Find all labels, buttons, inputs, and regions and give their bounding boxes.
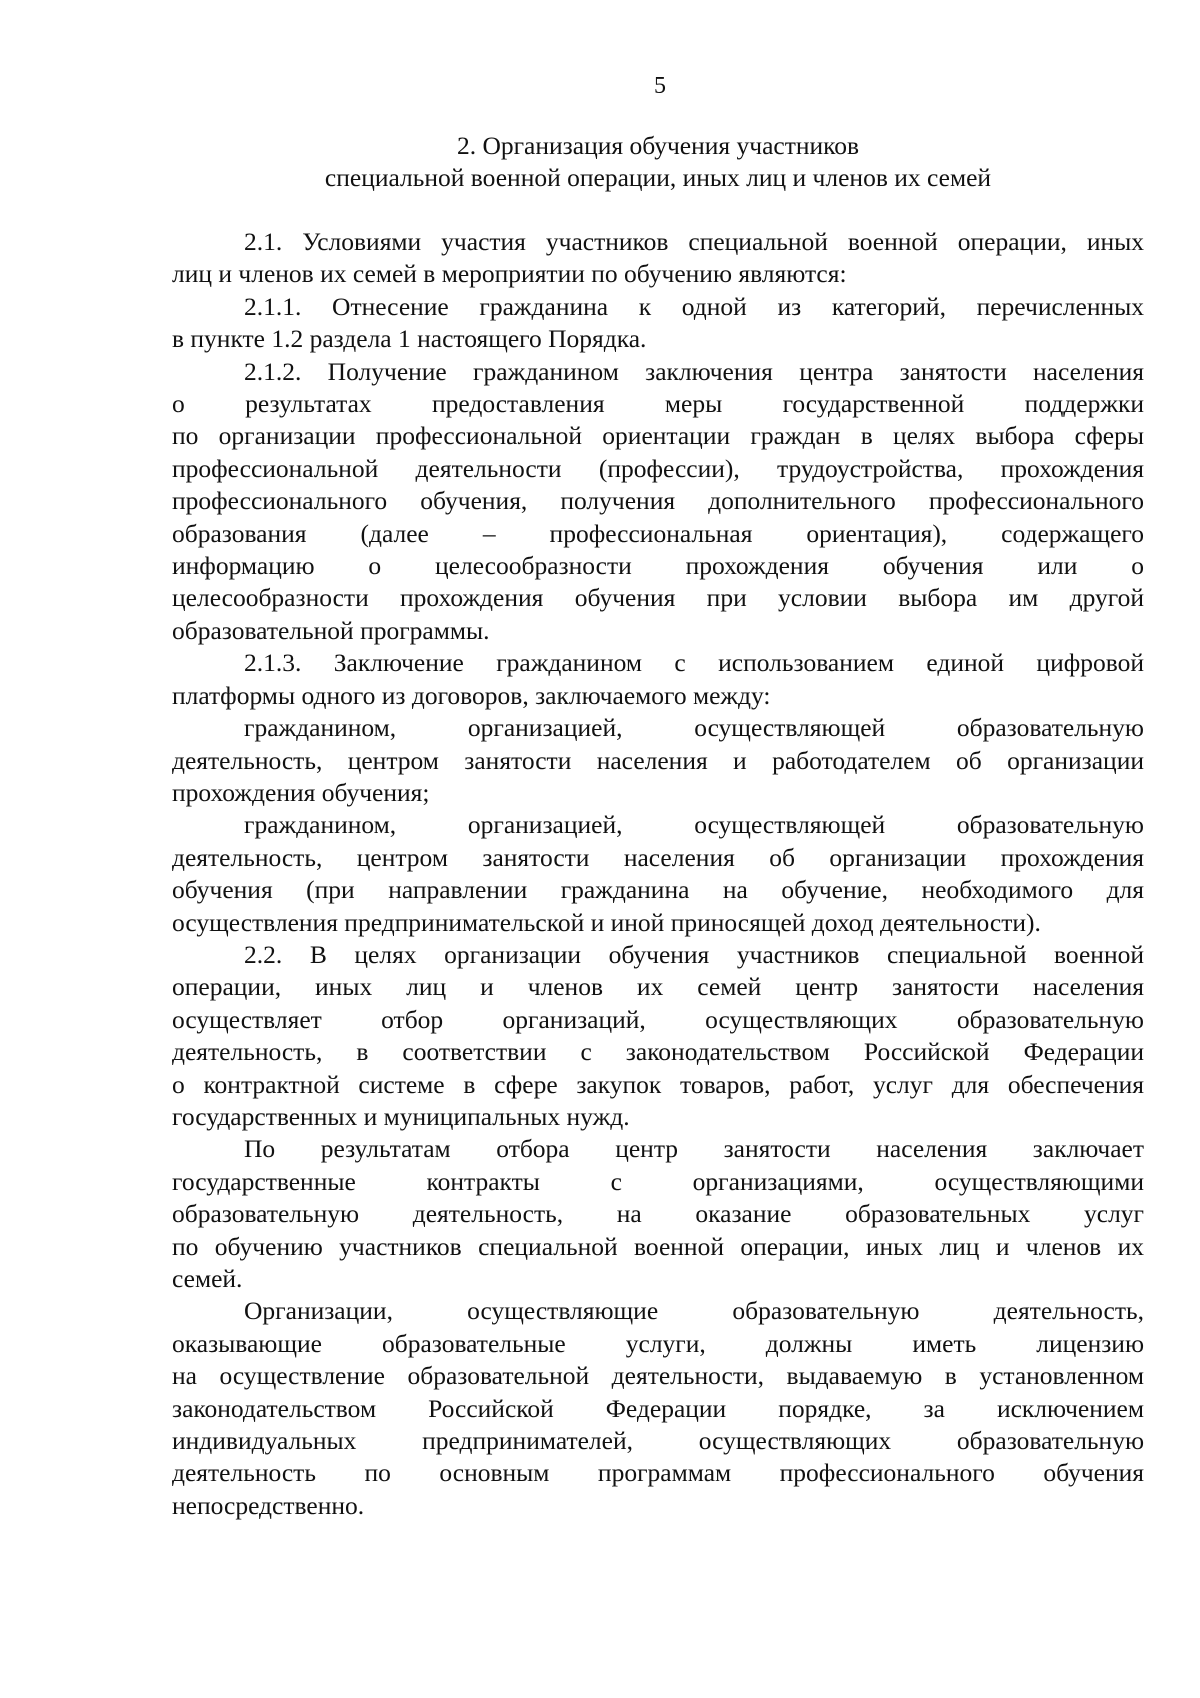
paragraph-line: непосредственно. <box>172 1490 365 1520</box>
paragraph-line: платформы одного из договоров, заключаемого между: <box>172 680 771 710</box>
paragraph-line: индивидуальных предпринимателей, осуществляющих образовательную <box>172 1426 1144 1456</box>
paragraph-line: в пункте 1.2 раздела 1 настоящего Порядка. <box>172 324 647 354</box>
paragraph <box>172 809 1144 939</box>
page-number: 5 <box>654 73 666 99</box>
paragraph-line: о контрактной системе в сфере закупок товаров, работ, услуг для обеспечения <box>172 1069 1144 1099</box>
paragraph-line: образования (далее – профессиональная ориентация), содержащего <box>172 518 1144 548</box>
paragraph-line: 2.1.2. Получение гражданином заключения центра занятости населения <box>244 356 1144 386</box>
paragraph-line: осуществления предпринимательской и иной приносящей доход деятельности). <box>172 907 1041 937</box>
paragraph <box>172 1133 1144 1295</box>
paragraph-line: на осуществление образовательной деятельности, выдаваемую в установленном <box>172 1361 1144 1391</box>
paragraph-line: образовательной программы. <box>172 615 490 645</box>
paragraph-line: семей. <box>172 1264 243 1293</box>
paragraph <box>172 712 1144 809</box>
section-heading <box>172 130 1144 194</box>
paragraph <box>172 1295 1144 1522</box>
paragraph-line: образовательную деятельность, на оказание образовательных услуг <box>172 1199 1144 1229</box>
paragraph-line: государственные контракты с организациями, осуществляющими <box>172 1166 1144 1196</box>
paragraph-line: деятельность, центром занятости населения об организации прохождения <box>172 842 1144 872</box>
paragraph-line: по организации профессиональной ориентации граждан в целях выбора сферы <box>172 421 1144 451</box>
paragraph-line: лиц и членов их семей в мероприятии по обучению являются: <box>172 259 847 289</box>
paragraph-line: деятельность по основным программам профессионального обучения <box>172 1458 1144 1488</box>
paragraph-line: деятельность, в соответствии с законодательством Российской Федерации <box>172 1037 1144 1067</box>
section-heading-line-2: специальной военной операции, иных лиц и членов их семей <box>324 163 992 192</box>
paragraph <box>172 226 1144 291</box>
paragraph-line: гражданином, организацией, осуществляющей образовательную <box>244 810 1144 840</box>
paragraph <box>172 939 1144 1133</box>
paragraph-line: гражданином, организацией, осуществляющей образовательную <box>244 713 1144 743</box>
paragraph-line: 2.1. Условиями участия участников специальной военной операции, иных <box>244 227 1144 256</box>
paragraph-line: операции, иных лиц и членов их семей центр занятости населения <box>172 972 1144 1002</box>
paragraph-line: деятельность, центром занятости населения и работодателем об организации <box>172 745 1144 775</box>
paragraph-line: по обучению участников специальной военной операции, иных лиц и членов их <box>172 1231 1144 1261</box>
paragraph-line: целесообразности прохождения обучения при условии выбора им другой <box>172 583 1144 613</box>
paragraph-line: законодательством Российской Федерации порядке, за исключением <box>172 1393 1144 1423</box>
paragraph-line: прохождения обучения; <box>172 777 430 807</box>
paragraph-line: о результатах предоставления меры государственной поддержки <box>172 389 1144 419</box>
paragraph-line: профессионального обучения, получения дополнительного профессионального <box>172 486 1144 516</box>
paragraph <box>172 647 1144 712</box>
paragraph-line: 2.1.1. Отнесение гражданина к одной из категорий, перечисленных <box>244 291 1144 321</box>
paragraph-line: обучения (при направлении гражданина на обучение, необходимого для <box>172 875 1144 905</box>
paragraph-line: оказывающие образовательные услуги, должны иметь лицензию <box>172 1328 1144 1358</box>
paragraph <box>172 291 1144 356</box>
paragraph-line: информацию о целесообразности прохождения обучения или о <box>172 551 1144 581</box>
paragraph-line: Организации, осуществляющие образовательную деятельность, <box>244 1296 1144 1326</box>
paragraph-line: осуществляет отбор организаций, осуществляющих образовательную <box>172 1004 1144 1034</box>
paragraph-line: государственных и муниципальных нужд. <box>172 1101 630 1131</box>
paragraph-line: По результатам отбора центр занятости населения заключает <box>244 1134 1144 1164</box>
document-body <box>172 226 1144 1522</box>
paragraph-line: профессиональной деятельности (профессии), трудоустройства, прохождения <box>172 453 1144 483</box>
paragraph-line: 2.1.3. Заключение гражданином с использованием единой цифровой <box>244 648 1144 678</box>
paragraph-line: 2.2. В целях организации обучения участников специальной военной <box>244 939 1144 969</box>
paragraph <box>172 356 1144 648</box>
section-heading-line-1: 2. Организация обучения участников <box>456 131 860 160</box>
